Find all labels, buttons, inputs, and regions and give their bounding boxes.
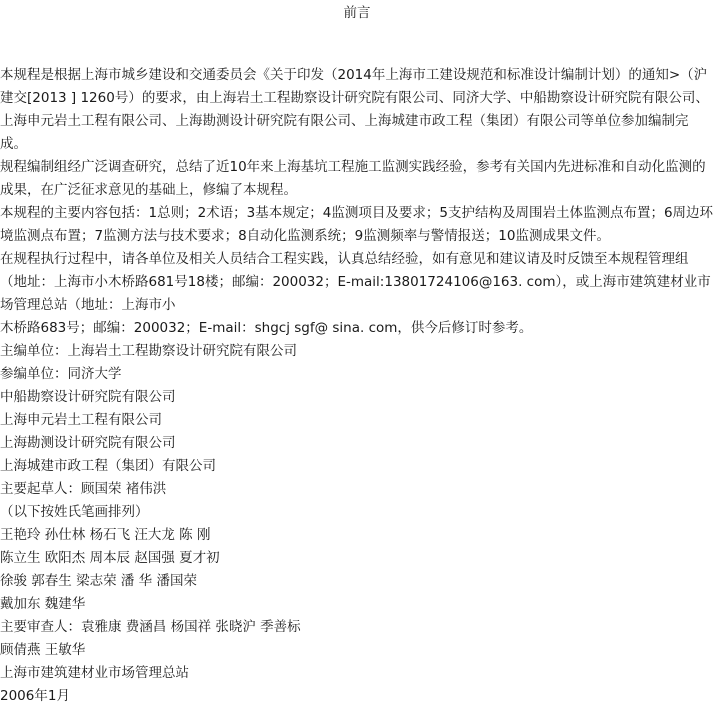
main-drafters: 主要起草人：顾国荣 褚伟洪 [0, 481, 167, 497]
drafters-line-2: 陈立生 欧阳杰 周本辰 赵国强 夏才初 [0, 550, 220, 566]
drafters-line-3: 徐骏 郭春生 梁志荣 潘 华 潘国荣 [0, 573, 197, 589]
drafters-line-1: 王艳玲 孙仕林 杨石飞 汪大龙 陈 刚 [0, 527, 211, 543]
document-body [0, 64, 714, 708]
paragraph-intro: 本规程是根据上海市城乡建设和交通委员会《关于印发（2014年上海市工建设规范和标准设计编制计划）的通知>（沪建交[2013 ] 1260号）的要求，由上海岩土工程勘察设计研究院有限公司、同济大学、中船勘察设计研究院有限公司、上海申元岩土工程有限公司、上海勘测设计研究院有限公司、上海城建市政工程（集团）有限公司等单位参加编制完成。 [0, 67, 709, 152]
paragraph-feedback-cont: 木桥路683号；邮编：200032；E-mail：shgcj sgf@ sina. com，供今后修订时参考。 [0, 320, 533, 336]
participating-unit-3: 上海申元岩土工程有限公司 [0, 412, 162, 428]
paragraph-research: 规程编制组经广泛调查研究，总结了近10年来上海基坑工程施工监测实践经验，参考有关国内先进标准和自动化监测的成果，在广泛征求意见的基础上，修编了本规程。 [0, 159, 706, 198]
page-title: 前言 [343, 5, 371, 21]
spacer [0, 40, 714, 64]
paragraph-feedback: 在规程执行过程中，请各单位及相关人员结合工程实践，认真总结经验，如有意见和建议请及时反馈至本规程管理组（地址：上海市小木桥路681号18楼；邮编：200032；E-mail:13801724106@163. com），或上海市建筑建材业市场管理总站（地址：上海市小 [0, 251, 711, 313]
participating-unit-2: 中船勘察设计研究院有限公司 [0, 389, 176, 405]
reviewers-line-2: 顾倩燕 王敏华 [0, 642, 86, 658]
issue-date: 2006年1月 [0, 688, 70, 704]
main-reviewers: 主要审查人：袁雅康 费涵昌 杨国祥 张晓沪 季善标 [0, 619, 301, 635]
participating-unit-4: 上海勘测设计研究院有限公司 [0, 435, 176, 451]
issuing-authority: 上海市建筑建材业市场管理总站 [0, 665, 189, 681]
ordering-note: （以下按姓氏笔画排列） [0, 504, 149, 520]
participating-unit-5: 上海城建市政工程（集团）有限公司 [0, 458, 216, 474]
chief-editor-unit: 主编单位：上海岩土工程勘察设计研究院有限公司 [0, 343, 297, 359]
paragraph-contents: 本规程的主要内容包括：1总则；2术语；3基本规定；4监测项目及要求；5支护结构及周围岩土体监测点布置；6周边环境监测点布置；7监测方法与技术要求；8自动化监测系统；9监测频率与警情报送；10监测成果文件。 [0, 205, 714, 244]
participating-unit: 参编单位：同济大学 [0, 366, 122, 382]
drafters-line-4: 戴加东 魏建华 [0, 596, 86, 612]
